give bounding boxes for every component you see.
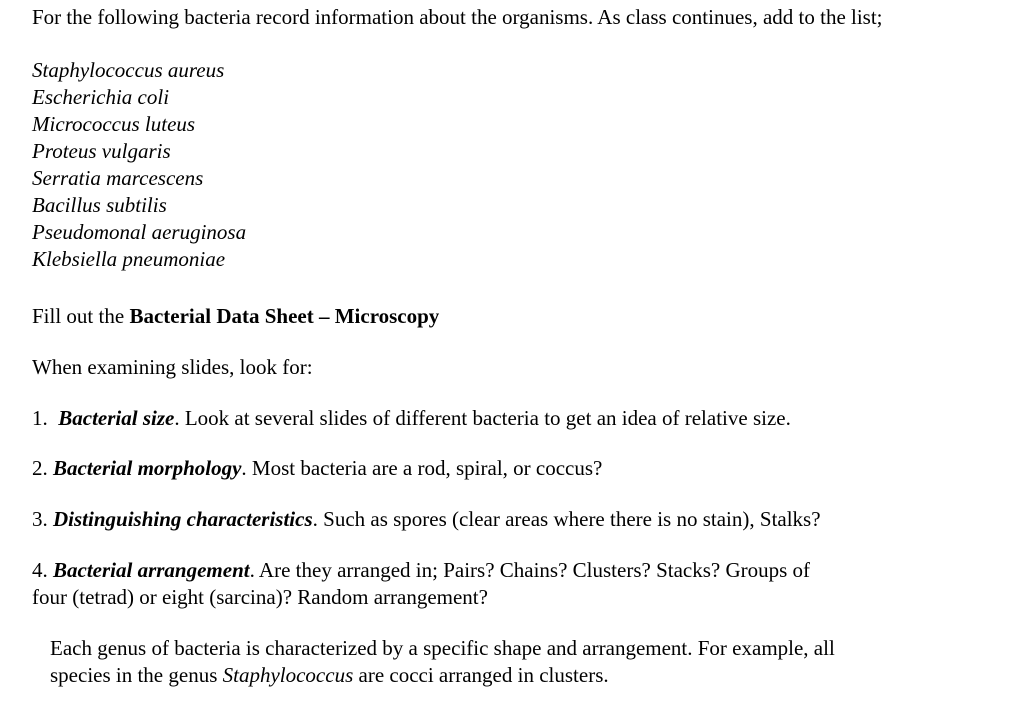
item-number: 2. (32, 456, 48, 480)
data-sheet-title: Bacterial Data Sheet – Microscopy (129, 304, 440, 328)
species-item: Staphylococcus aureus (32, 58, 225, 82)
look-for-heading: When examining slides, look for: (32, 355, 313, 379)
note-suffix: are cocci arranged in clusters. (353, 663, 609, 687)
item-title: Bacterial morphology (53, 456, 242, 480)
item-number: 4. (32, 558, 48, 582)
item-text: . Are they arranged in; Pairs? Chains? Clusters? Stacks? Groups of (249, 558, 811, 582)
item-distinguishing-characteristics (32, 506, 821, 533)
item-title: Bacterial arrangement (53, 558, 250, 582)
item-number: 3. (32, 507, 48, 531)
genus-name: Staphylococcus (222, 663, 354, 687)
genus-note-line1: Each genus of bacteria is characterized by a specific shape and arrangement. For example, all (50, 636, 835, 660)
species-item: Klebsiella pneumoniae (32, 247, 226, 271)
genus-note-line2 (50, 662, 609, 689)
item-bacterial-arrangement (32, 557, 810, 584)
species-item: Proteus vulgaris (32, 139, 171, 163)
item-text: . Such as spores (clear areas where there is no stain), Stalks? (312, 507, 821, 531)
item-title: Bacterial size (58, 406, 175, 430)
item-text: . Most bacteria are a rod, spiral, or coccus? (241, 456, 603, 480)
species-list (32, 57, 246, 273)
intro-paragraph: For the following bacteria record information about the organisms. As class continues, add to the list; (32, 5, 883, 29)
item-bacterial-size (32, 405, 791, 432)
item-bacterial-arrangement-continued: four (tetrad) or eight (sarcina)? Random arrangement? (32, 585, 488, 609)
species-item: Escherichia coli (32, 85, 170, 109)
item-text: . Look at several slides of different bacteria to get an idea of relative size. (174, 406, 791, 430)
species-item: Bacillus subtilis (32, 193, 167, 217)
item-bacterial-morphology (32, 455, 602, 482)
species-item: Micrococcus luteus (32, 112, 196, 136)
note-prefix: species in the genus (50, 663, 223, 687)
fill-out-prefix: Fill out the (32, 304, 130, 328)
fill-out-instruction (32, 303, 439, 330)
species-item: Serratia marcescens (32, 166, 204, 190)
item-title: Distinguishing characteristics (53, 507, 313, 531)
item-number: 1. (32, 406, 48, 430)
species-item: Pseudomonal aeruginosa (32, 220, 247, 244)
